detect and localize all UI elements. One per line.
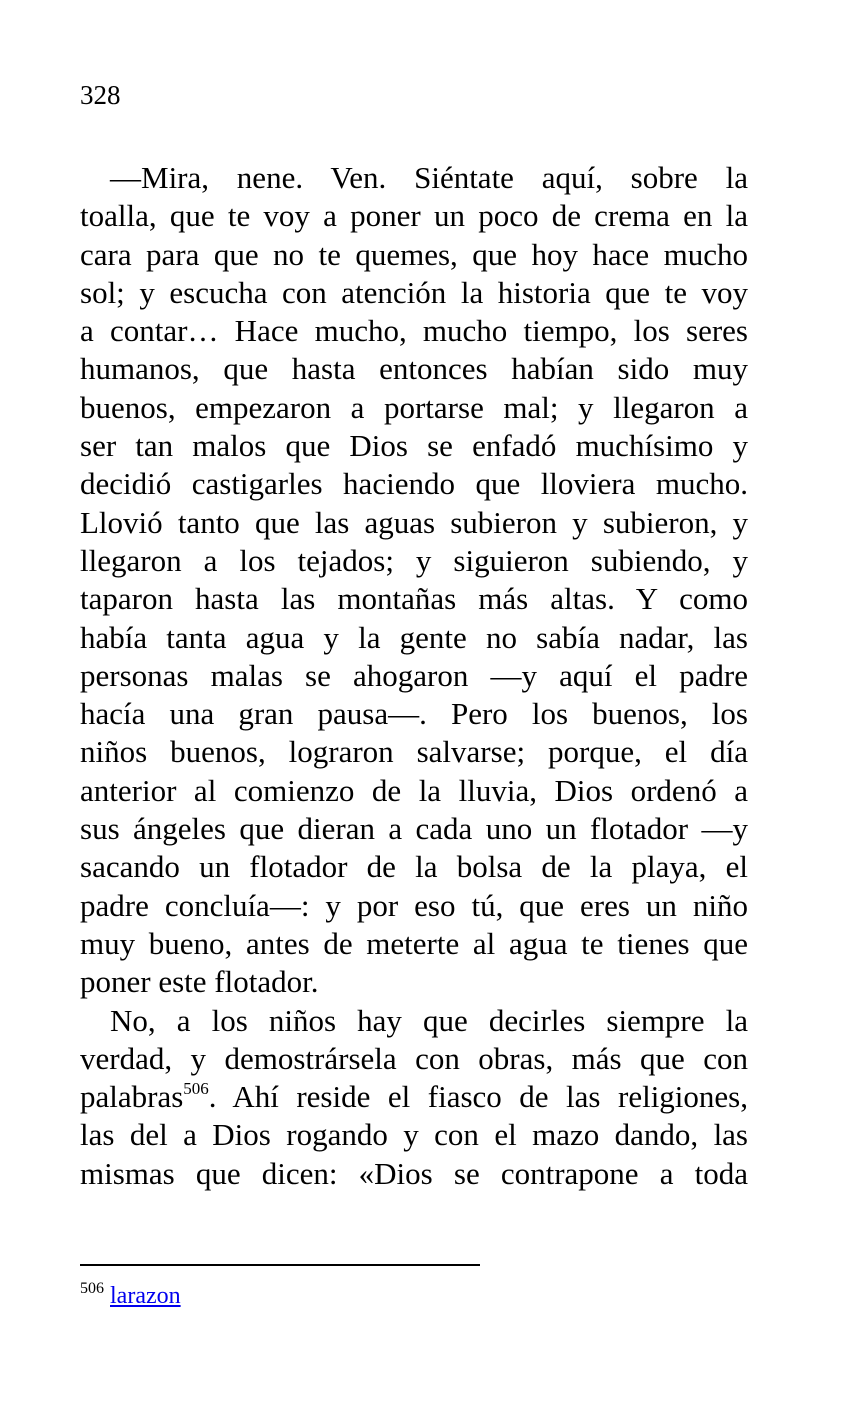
footnote-divider — [80, 1264, 480, 1266]
paragraph-line: había tanta agua y la gente no sabía nadar, las — [80, 619, 748, 655]
footnote-link[interactable]: larazon — [110, 1283, 181, 1309]
paragraph-text: . Ahí reside el fiasco de las religiones, — [208, 1079, 748, 1115]
paragraph-line: personas malas se ahogaron —y aquí el padre — [80, 657, 748, 693]
paragraph-line: —Mira, nene. Ven. Siéntate aquí, sobre la — [110, 160, 748, 195]
footnote — [80, 1281, 181, 1311]
footnote-number: 506 — [80, 1280, 104, 1297]
paragraph-line: No, a los niños hay que decirles siempre la — [110, 1002, 748, 1038]
paragraph-line: Llovió tanto que las aguas subieron y subieron, y — [80, 504, 748, 540]
paragraph-line: padre concluía—: y por eso tú, que eres un niño — [80, 887, 748, 923]
paragraph-line: sus ángeles que dieran a cada uno un flotador —y — [80, 811, 748, 847]
paragraph-line: decidió castigarles haciendo que lloviera mucho. — [80, 466, 748, 502]
paragraph-line: poner este flotador. — [80, 964, 319, 1000]
paragraph-line: anterior al comienzo de la lluvia, Dios ordenó a — [80, 772, 748, 808]
paragraph-line: sacando un flotador de la bolsa de la playa, el — [80, 849, 748, 885]
page-number: 328 — [80, 80, 121, 110]
paragraph-line — [80, 1078, 748, 1116]
paragraph-line: hacía una gran pausa—. Pero los buenos, los — [80, 696, 748, 732]
paragraph-line: a contar… Hace mucho, mucho tiempo, los seres — [80, 313, 748, 349]
paragraph-line: buenos, empezaron a portarse mal; y llegaron a — [80, 389, 748, 425]
paragraph-line: niños buenos, lograron salvarse; porque, el día — [80, 734, 748, 770]
paragraph-line: las del a Dios rogando y con el mazo dando, las — [80, 1117, 748, 1153]
paragraph-line: sol; y escucha con atención la historia que te voy — [80, 274, 748, 310]
paragraph-line: ser tan malos que Dios se enfadó muchísimo y — [80, 428, 748, 464]
paragraph-line: verdad, y demostrársela con obras, más que con — [80, 1040, 748, 1076]
paragraph-line: cara para que no te quemes, que hoy hace mucho — [80, 236, 748, 272]
paragraph-text: palabras — [80, 1079, 184, 1115]
paragraph-line: llegaron a los tejados; y siguieron subiendo, y — [80, 542, 748, 578]
body-text — [80, 159, 748, 1193]
footnote-reference[interactable]: 506 — [183, 1079, 209, 1099]
paragraph-line: mismas que dicen: «Dios se contrapone a toda — [80, 1155, 748, 1191]
paragraph-line: humanos, que hasta entonces habían sido muy — [80, 351, 748, 387]
paragraph-line: taparon hasta las montañas más altas. Y como — [80, 581, 748, 617]
paragraph-line: muy bueno, antes de meterte al agua te tienes que — [80, 925, 748, 961]
paragraph-line: toalla, que te voy a poner un poco de crema en la — [80, 198, 748, 234]
